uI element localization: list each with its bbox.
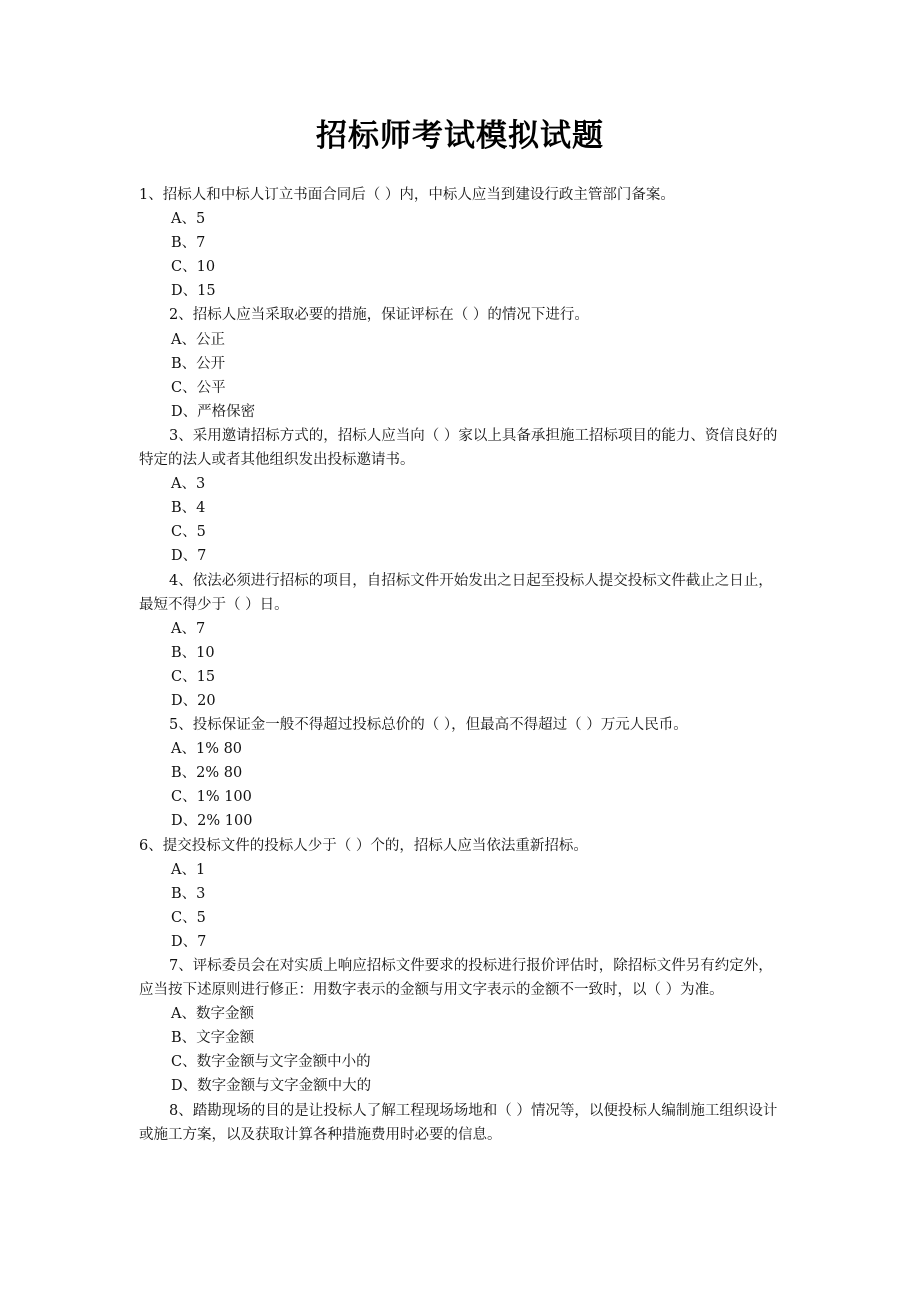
option-1-b: B、7 [171, 235, 206, 252]
option-2-a: A、公正 [171, 331, 225, 348]
option-5-c: C、1% 100 [171, 789, 252, 806]
option-6-c: C、5 [171, 909, 206, 926]
option-6-d: D、7 [171, 933, 207, 950]
question-block-7 [139, 954, 787, 1099]
question-text-5: 5、投标保证金一般不得超过投标总价的（ ），但最高不得超过（ ）万元人民币。 [169, 717, 688, 734]
option-2-d: D、严格保密 [171, 403, 256, 420]
option-7-c: C、数字金额与文字金额中小的 [171, 1054, 371, 1071]
question-text-8: 8、踏勘现场的目的是让投标人了解工程现场场地和（ ）情况等，以便投标人编制施工组织设计或施工方案，以及获取计算各种措施费用时必要的信息。 [139, 1102, 778, 1143]
option-1-d: D、15 [171, 283, 216, 300]
question-text-6: 6、提交投标文件的投标人少于（ ）个的，招标人应当依法重新招标。 [139, 837, 588, 854]
option-1-c: C、10 [171, 259, 216, 276]
option-4-a: A、7 [171, 620, 206, 637]
question-text-3: 3、采用邀请招标方式的，招标人应当向（ ）家以上具备承担施工招标项目的能力、资信良好的特定的法人或者其他组织发出投标邀请书。 [139, 427, 778, 469]
question-list [139, 183, 787, 1147]
option-7-a: A、数字金额 [171, 1006, 254, 1023]
option-3-a: A、3 [171, 476, 206, 493]
option-6-b: B、3 [171, 885, 206, 902]
question-block-2 [139, 303, 787, 423]
option-4-b: B、10 [171, 644, 215, 661]
question-block-6 [139, 834, 787, 954]
question-text-1: 1、招标人和中标人订立书面合同后（ ）内，中标人应当到建设行政主管部门备案。 [139, 187, 675, 203]
question-block-3 [139, 424, 787, 569]
option-4-c: C、15 [171, 668, 216, 685]
question-block-4 [139, 569, 787, 714]
option-3-d: D、7 [171, 548, 207, 565]
option-6-a: A、1 [171, 861, 206, 878]
question-text-2: 2、招标人应当采取必要的措施，保证评标在（ ）的情况下进行。 [169, 307, 589, 324]
option-5-b: B、2% 80 [171, 765, 243, 782]
option-1-a: A、5 [171, 211, 206, 228]
option-7-d: D、数字金额与文字金额中大的 [171, 1078, 372, 1095]
option-3-b: B、4 [171, 500, 206, 517]
option-5-a: A、1% 80 [171, 741, 243, 758]
option-2-c: C、公平 [171, 379, 226, 396]
option-5-d: D、2% 100 [171, 813, 253, 830]
option-7-b: B、文字金额 [171, 1030, 255, 1047]
question-block-8 [139, 1099, 787, 1147]
question-text-7: 7、评标委员会在对实质上响应招标文件要求的投标进行报价评估时，除招标文件另有约定外，应当按下述原则进行修正：用数字表示的金额与用文字表示的金额不一致时，以（ ）为准。 [139, 958, 773, 999]
option-4-d: D、20 [171, 692, 216, 709]
question-block-1 [139, 183, 787, 303]
page-title: 招标师考试模拟试题 [316, 118, 604, 154]
option-2-b: B、公开 [171, 355, 226, 372]
option-3-c: C、5 [171, 524, 206, 541]
question-text-4: 4、依法必须进行招标的项目，自招标文件开始发出之日起至投标人提交投标文件截止之日止，最短不得少于（ ）日。 [139, 572, 773, 613]
question-block-5 [139, 713, 787, 833]
